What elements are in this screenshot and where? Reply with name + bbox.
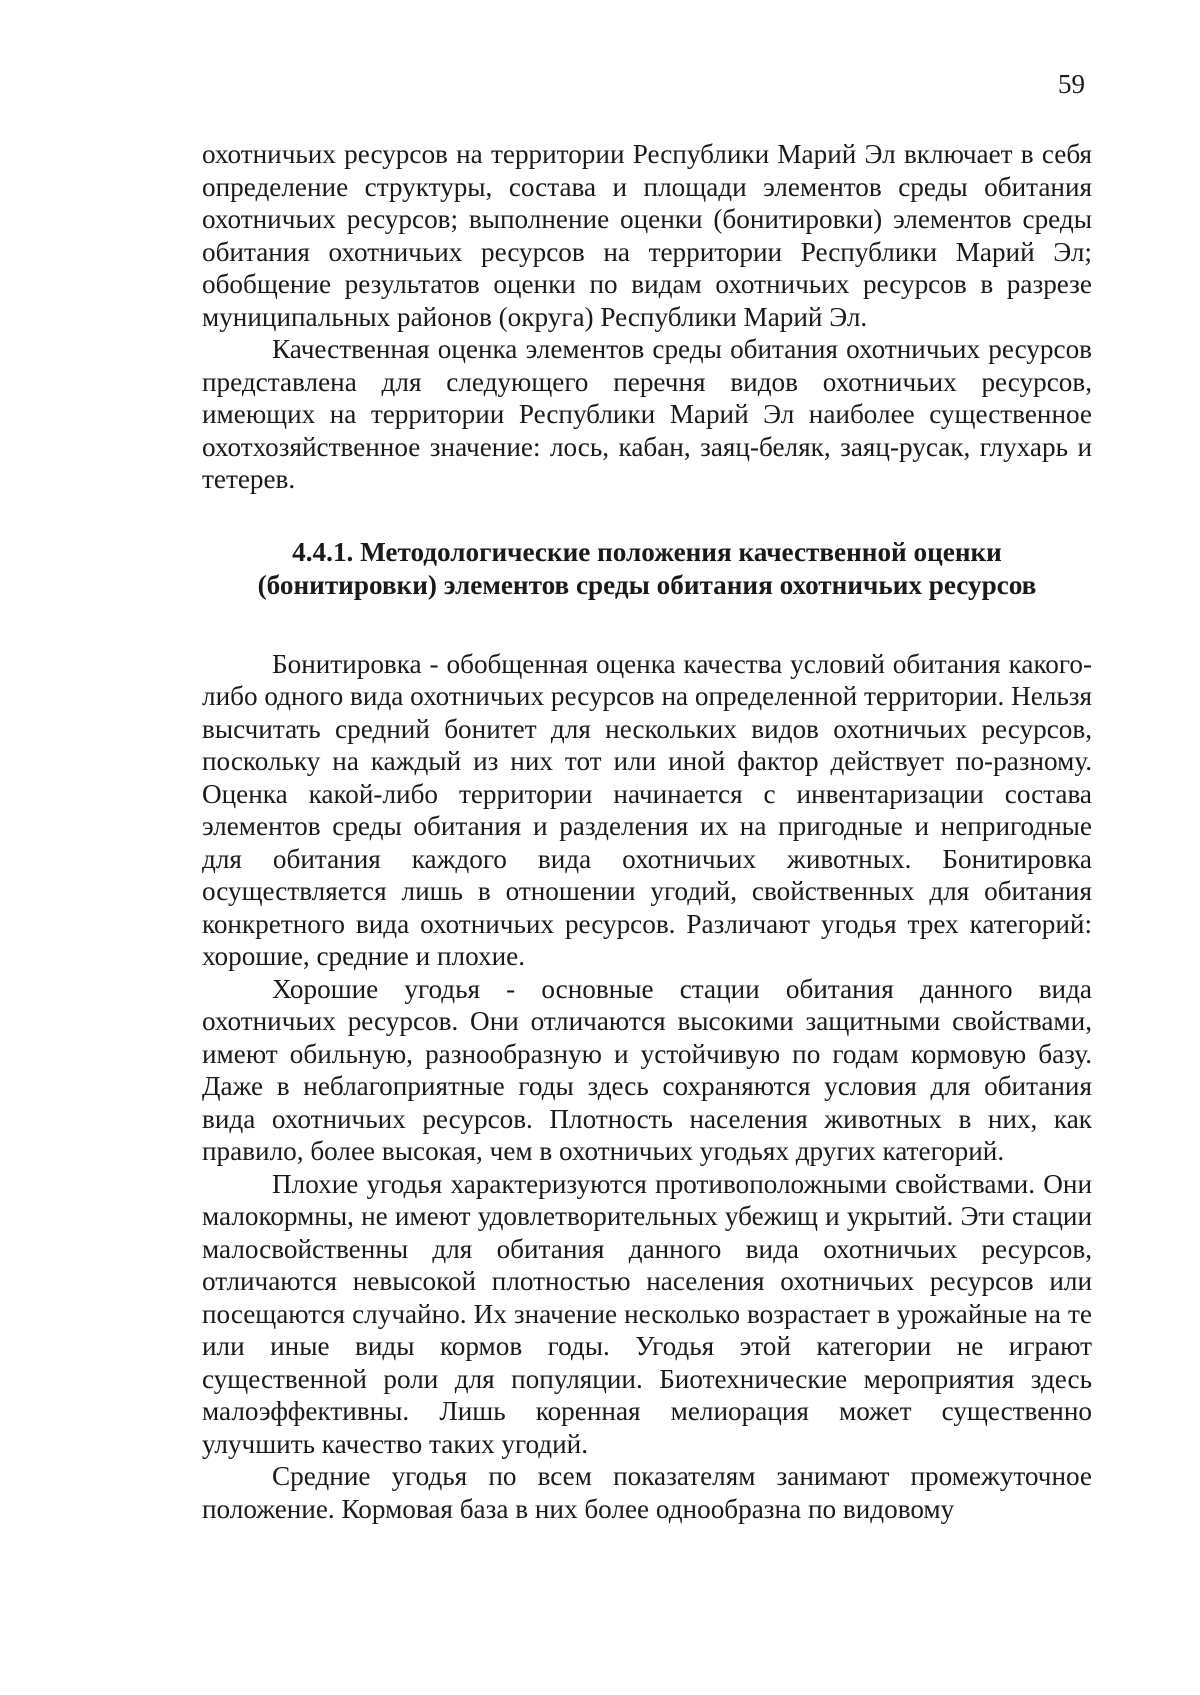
paragraph-bonitirovka-definition: Бонитировка - обобщенная оценка качества условий обитания какого-либо одного вида охотничьих ресурсов на определенной территории. Нельзя высчитать средний бонитет для нескольких видов охотничьих ресурсов, поскольку на каждый из них тот или иной фактор действует по-разному. Оценка какой-либо территории начинается с инвентаризации состава элементов среды обитания и разделения их на пригодные и непригодные для обитания каждого вида охотничьих животных. Бонитировка осуществляется лишь в отношении угодий, свойственных для обитания конкретного вида охотничьих ресурсов. Различают угодья трех категорий: хорошие, средние и плохие.: [202, 648, 1092, 971]
paragraph-poor-lands: Плохие угодья характеризуются противоположными свойствами. Они малокормны, не имеют удовлетворительных убежищ и укрытий. Эти стации малосвойственны для обитания данного вида охотничьих ресурсов, отличаются невысокой плотностью населения охотничьих ресурсов или посещаются случайно. Их значение несколько возрастает в урожайные на те или иные виды кормов годы. Угодья этой категории не играют существенной роли для популяции. Биотехнические мероприятия здесь малоэффективны. Лишь коренная мелиорация может существенно улучшить качество таких угодий.: [202, 1168, 1092, 1459]
paragraph-continuation: охотничьих ресурсов на территории Республики Марий Эл включает в себя определение структуры, состава и площади элементов среды обитания охотничьих ресурсов; выполнение оценки (бонитировки) элементов среды обитания охотничьих ресурсов на территории Республики Марий Эл; обобщение результатов оценки по видам охотничьих ресурсов в разрезе муниципальных районов (округа) Республики Марий Эл.: [202, 139, 1092, 332]
paragraph-species-list: Качественная оценка элементов среды обитания охотничьих ресурсов представлена для следующего перечня видов охотничьих ресурсов, имеющих на территории Республики Марий Эл наиболее существенное охотхозяйственное значение: лось, кабан, заяц-беляк, заяц-русак, глухарь и тетерев.: [202, 334, 1092, 494]
section-heading-line-2: (бонитировки) элементов среды обитания охотничьих ресурсов: [257, 569, 1037, 600]
document-body: [202, 138, 1092, 1525]
paragraph-medium-lands: Средние угодья по всем показателям занимают промежуточное положение. Кормовая база в них более однообразна по видовому: [202, 1461, 1092, 1524]
paragraph-good-lands: Хорошие угодья - основные стации обитания данного вида охотничьих ресурсов. Они отличаются высокими защитными свойствами, имеют обильную, разнообразную и устойчивую по годам кормовую базу. Даже в неблагоприятные годы здесь сохраняются условия для обитания вида охотничьих ресурсов. Плотность населения животных в них, как правило, более высокая, чем в охотничьих угодьях других категорий.: [202, 973, 1092, 1166]
page-number: 59: [1058, 69, 1085, 99]
section-heading-line-1: 4.4.1. Методологические положения качественной оценки: [292, 536, 1002, 567]
section-heading: [202, 536, 1092, 602]
